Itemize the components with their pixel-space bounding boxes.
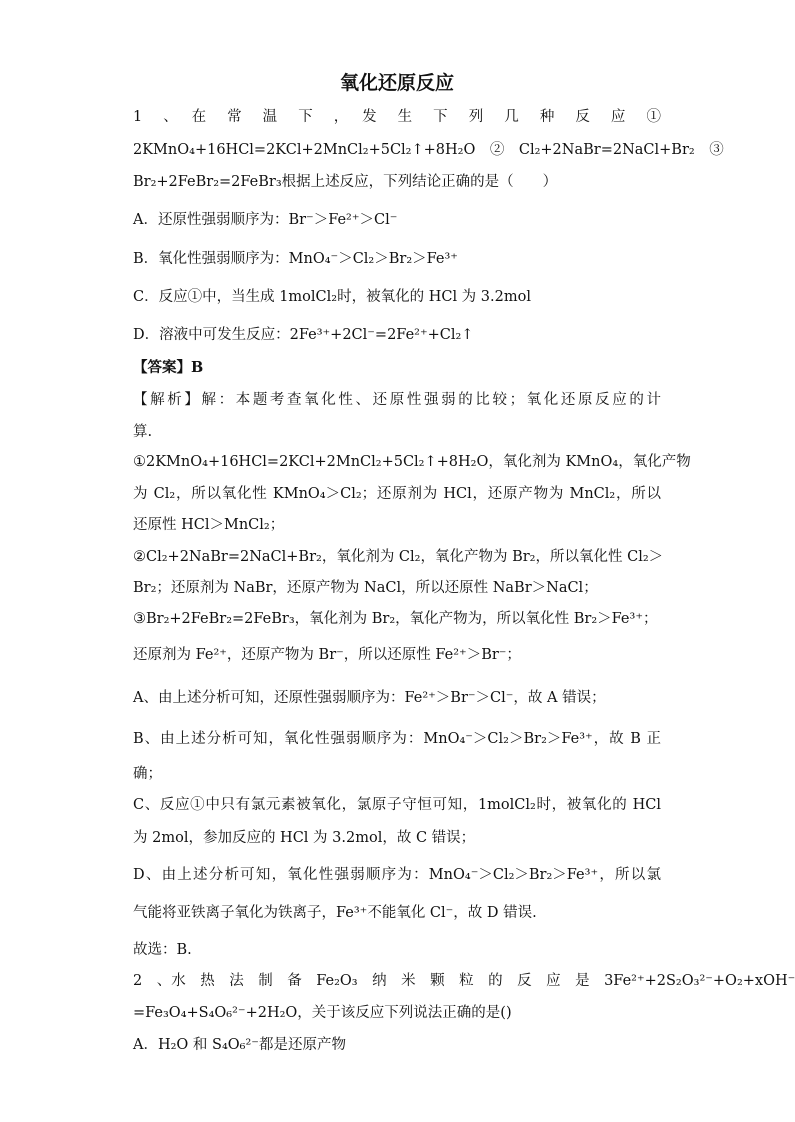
conclusion-line: 故选：B. <box>133 942 192 958</box>
analysis-line-15: D、由上述分析可知，氧化性强弱顺序为：MnO₄⁻＞Cl₂＞Br₂＞Fe³⁺，所以氯 <box>133 867 661 883</box>
analysis-line-10: A、由上述分析可知，还原性强弱顺序为：Fe²⁺＞Br⁻＞Cl⁻，故 A 错误； <box>133 690 606 706</box>
analysis-line-14: 为 2mol，参加反应的 HCl 为 3.2mol，故 C 错误； <box>133 830 476 846</box>
question-2-stem-line-2: =Fe₃O₄+S₄O₆²⁻+2H₂O，关于该反应下列说法正确的是() <box>133 1005 512 1021</box>
option-c: C．反应①中，当生成 1molCl₂时，被氧化的 HCl 为 3.2mol <box>133 289 531 305</box>
question-1-stem-line-3: Br₂+2FeBr₂=2FeBr₃根据上述反应，下列结论正确的是（ ） <box>133 174 558 190</box>
answer-label: 【答案】B <box>133 359 204 376</box>
question-2-stem-line-1: 2 、水 热 法 制 备 Fe₂O₃ 纳 米 颗 粒 的 反 应 是 3Fe²⁺+2S₂O₃²⁻+O₂+xOH⁻ <box>133 973 795 989</box>
question-2-option-a: A．H₂O 和 S₄O₆²⁻都是还原产物 <box>133 1037 346 1053</box>
analysis-line-6: ②Cl₂+2NaBr=2NaCl+Br₂，氧化剂为 Cl₂，氧化产物为 Br₂，所以氧化性 Cl₂＞ <box>133 549 664 565</box>
analysis-line-9: 还原剂为 Fe²⁺，还原产物为 Br⁻，所以还原性 Fe²⁺＞Br⁻； <box>133 647 521 663</box>
option-b: B．氧化性强弱顺序为：MnO₄⁻＞Cl₂＞Br₂＞Fe³⁺ <box>133 251 458 267</box>
option-a: A．还原性强弱顺序为：Br⁻＞Fe²⁺＞Cl⁻ <box>133 212 398 228</box>
analysis-line-16: 气能将亚铁离子氧化为铁离子，Fe³⁺不能氧化 Cl⁻，故 D 错误. <box>133 905 537 921</box>
option-d: D．溶液中可发生反应：2Fe³⁺+2Cl⁻=2Fe²⁺+Cl₂↑ <box>133 327 474 343</box>
analysis-line-5: 还原性 HCl＞MnCl₂； <box>133 517 285 533</box>
analysis-line-12: 确； <box>133 766 162 782</box>
analysis-line-8: ③Br₂+2FeBr₂=2FeBr₃，氧化剂为 Br₂，氧化产物为，所以氧化性 Br₂＞Fe³⁺； <box>133 611 658 627</box>
analysis-line-4: 为 Cl₂，所以氧化性 KMnO₄＞Cl₂；还原剂为 HCl，还原产物为 MnCl₂，所以 <box>133 486 661 502</box>
analysis-line-11: B、由上述分析可知，氧化性强弱顺序为：MnO₄⁻＞Cl₂＞Br₂＞Fe³⁺，故 B 正 <box>133 731 661 747</box>
analysis-line-1: 【解析】解：本题考查氧化性、还原性强弱的比较；氧化还原反应的计 <box>133 392 661 408</box>
analysis-line-13: C、反应①中只有氯元素被氧化，氯原子守恒可知，1molCl₂时，被氧化的 HCl <box>133 797 661 813</box>
analysis-line-7: Br₂；还原剂为 NaBr，还原产物为 NaCl，所以还原性 NaBr＞NaCl； <box>133 580 598 596</box>
document-title: 氧化还原反应 <box>339 72 454 94</box>
analysis-line-2: 算. <box>133 424 153 440</box>
question-1-stem-line-2: 2KMnO₄+16HCl=2KCl+2MnCl₂+5Cl₂↑+8H₂O ② Cl₂+2NaBr=2NaCl+Br₂ ③ <box>133 142 724 158</box>
question-1-stem-line-1: 1 、 在 常 温 下 ， 发 生 下 列 几 种 反 应 ① <box>133 109 661 125</box>
analysis-line-3: ①2KMnO₄+16HCl=2KCl+2MnCl₂+5Cl₂↑+8H₂O，氧化剂为 KMnO₄，氧化产物 <box>133 454 691 470</box>
